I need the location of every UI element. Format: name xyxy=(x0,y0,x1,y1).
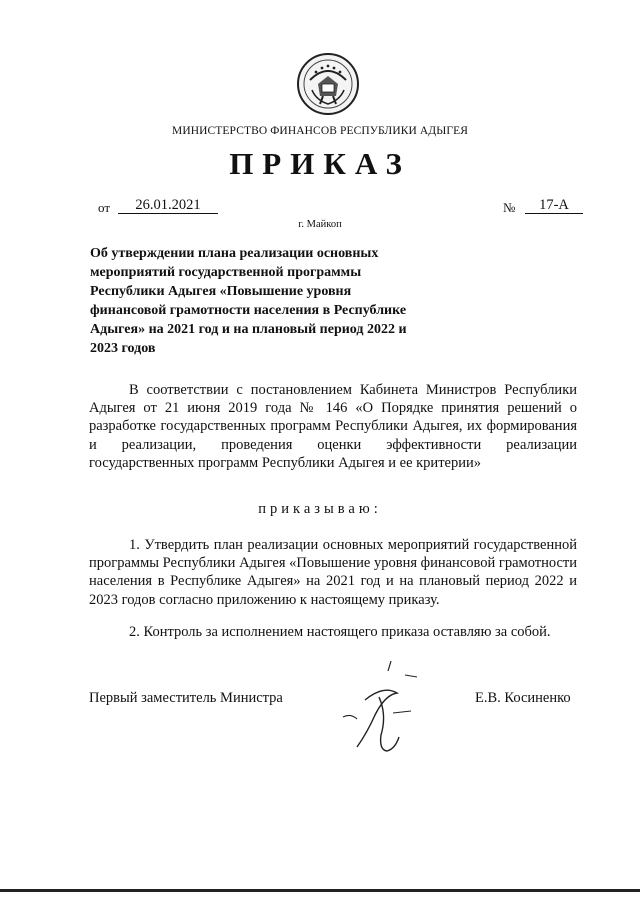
signatory-name: Е.В. Косиненко xyxy=(475,690,571,706)
order-number: 17-А xyxy=(525,197,583,214)
page-bottom-border xyxy=(0,889,640,892)
ministry-name: МИНИСТЕРСТВО ФИНАНСОВ РЕСПУБЛИКИ АДЫГЕЯ xyxy=(172,125,468,137)
preamble-paragraph: В соответствии с постановлением Кабинета Министров Республики Адыгея от 21 июня 2019 года № 146 «О Порядке принятия решений о разработке государственных программ Республики Адыгея, их формирования и реализации, проведения оценки эффективности реализации государственных программ Республики Адыгея и ее критерии» xyxy=(89,382,577,471)
city: г. Майкоп xyxy=(298,219,342,230)
order-item-1: 1. Утвердить план реализации основных мероприятий государственной программы Республики Адыгея «Повышение уровня финансовой грамотности населения в Республике Адыгея» на 2021 год и на плановый период 2022 и 2023 годов согласно приложению к настоящему приказу. xyxy=(89,537,577,608)
document-type-title: ПРИКАЗ xyxy=(229,146,411,181)
decree-word: приказываю: xyxy=(258,501,382,517)
order-date: 26.01.2021 xyxy=(118,197,218,214)
order-subject: Об утверждении плана реализации основных мероприятий государственной программы Республики Адыгея «Повышение уровня финансовой грамотности населения в Республике Адыгея» на 2021 год и на плановый период 2022 и 2023 годов xyxy=(90,246,407,356)
signatory-position: Первый заместитель Министра xyxy=(89,690,283,706)
date-prefix: от xyxy=(98,200,111,215)
coat-of-arms-emblem xyxy=(296,52,360,116)
order-item-2: 2. Контроль за исполнением настоящего приказа оставляю за собой. xyxy=(129,624,551,640)
number-prefix: № xyxy=(503,200,516,215)
handwritten-signature xyxy=(335,655,430,760)
